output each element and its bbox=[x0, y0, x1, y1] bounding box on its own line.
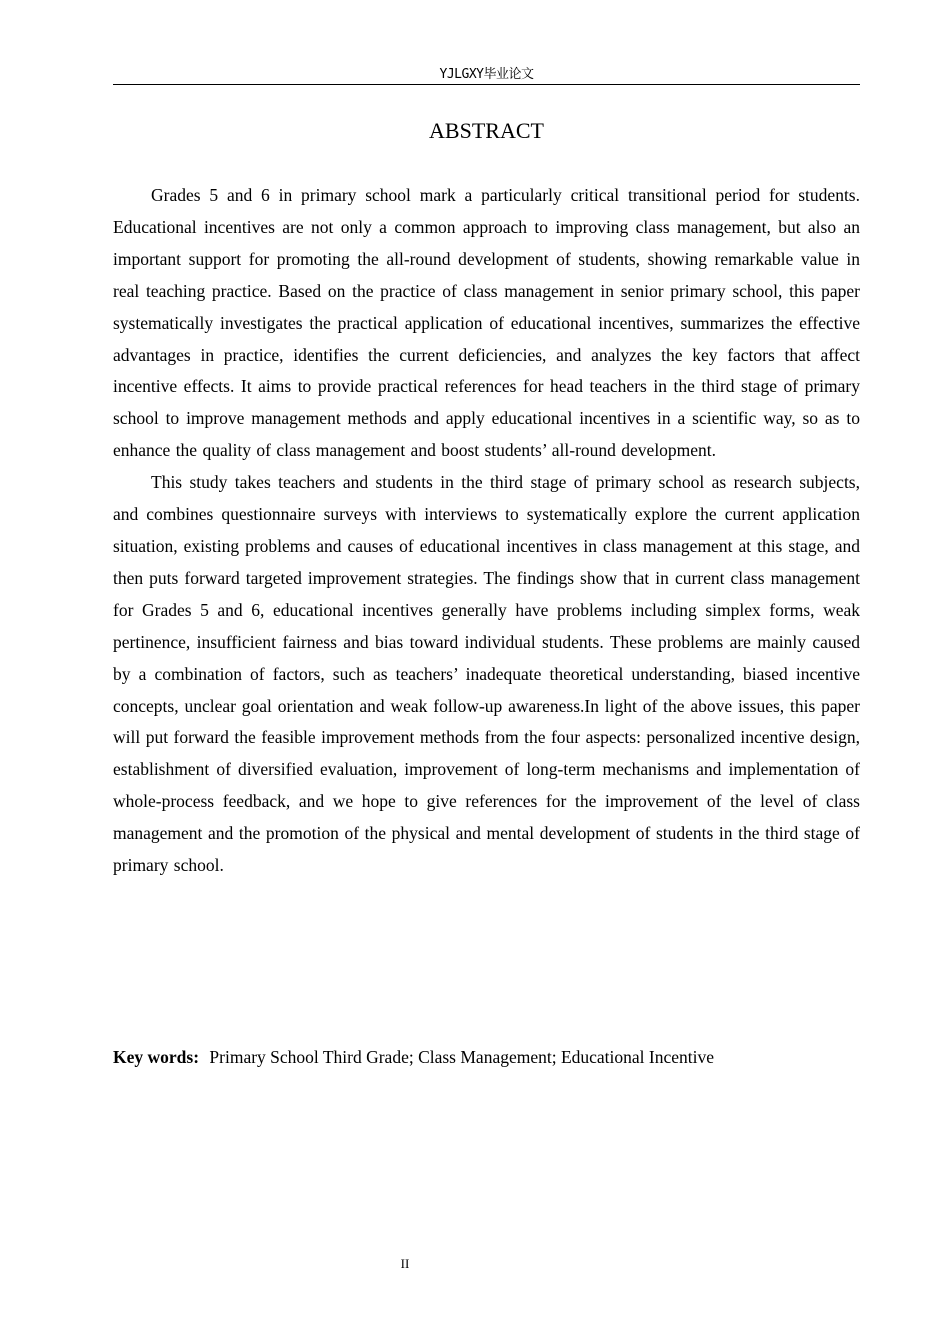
abstract-paragraph-2: This study takes teachers and students in the third stage of primary school as research subjects, and combines questionnaire surveys with interviews to systematically explore the current application situation, existing problems and causes of educational incentives in class management at this stage, and then puts forward targeted improvement strategies. The findings show that in current class management for Grades 5 and 6, educational incentives generally have problems including simplex forms, weak pertinence, insufficient fairness and bias toward individual students. These problems are mainly caused by a combination of factors, such as teachers’ inadequate theoretical understanding, biased incentive concepts, unclear goal orientation and weak follow-up awareness.In light of the above issues, this paper will put forward the feasible improvement methods from the four aspects: personalized incentive design, establishment of diversified evaluation, improvement of long-term mechanisms and implementation of whole-process feedback, and we hope to give references for the improvement of the level of class management and the promotion of the physical and mental development of students in the third stage of primary school. bbox=[113, 472, 860, 876]
abstract-title: ABSTRACT bbox=[429, 118, 544, 143]
abstract-paragraph-1: Grades 5 and 6 in primary school mark a particularly critical transitional period for students. Educational incentives are not only a common approach to improving class management, but also an important support for promoting the all-round development of students, showing remarkable value in real teaching practice. Based on the practice of class management in senior primary school, this paper systematically investigates the practical application of educational incentives, summarizes the effective advantages in practice, identifies the current deficiencies, and analyzes the key factors that affect incentive effects. It aims to provide practical references for head teachers in the third stage of primary school to improve management methods and apply educational incentives in a scientific way, so as to enhance the quality of class management and boost students’ all-round development. bbox=[113, 185, 860, 461]
keywords-line bbox=[113, 1042, 860, 1073]
header-divider bbox=[113, 84, 860, 85]
keywords-label: Key words: bbox=[113, 1047, 200, 1067]
running-header: YJLGXY毕业论文 bbox=[439, 67, 534, 82]
page-number: II bbox=[400, 1256, 410, 1271]
abstract-body bbox=[113, 180, 860, 882]
keywords-text: Primary School Third Grade; Class Management; Educational Incentive bbox=[209, 1047, 715, 1067]
